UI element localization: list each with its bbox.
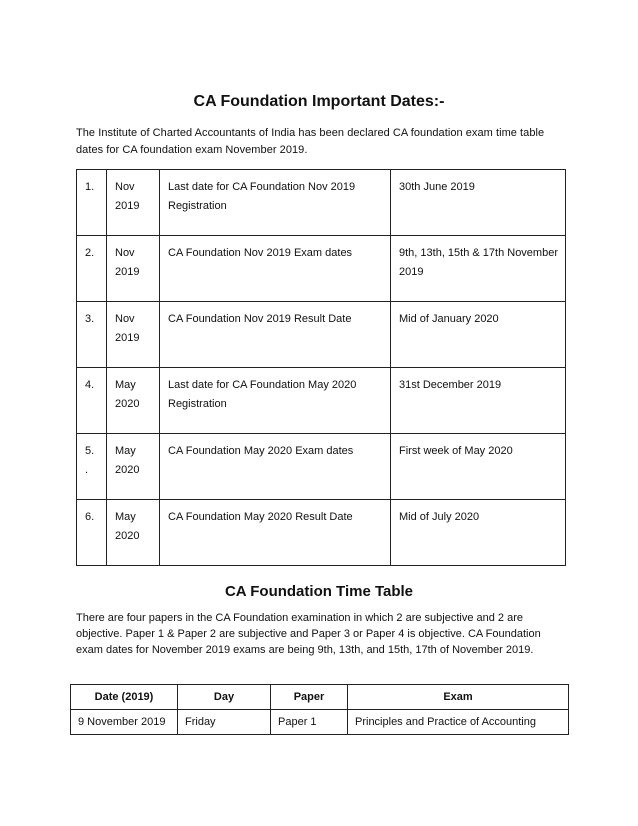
cell-number <box>77 368 107 434</box>
cell-line: Mid of July 2020 <box>399 511 480 523</box>
cell-line: 6. <box>85 511 95 523</box>
column-header-date: Date (2019) <box>71 685 178 710</box>
cell-event <box>160 236 391 302</box>
timetable-table <box>70 684 569 735</box>
cell-line: 3. <box>85 313 95 325</box>
cell-line: Nov <box>115 247 135 259</box>
cell-date <box>391 236 566 302</box>
cell-line: Last date for CA Foundation Nov 2019 <box>168 181 356 193</box>
cell-number <box>77 302 107 368</box>
cell-line: 2020 <box>115 398 140 410</box>
cell-line: May <box>115 445 136 457</box>
intro-line: dates for CA foundation exam November 2019. <box>76 144 308 156</box>
cell-line: 30th June 2019 <box>399 181 475 193</box>
cell-line: Last date for CA Foundation May 2020 <box>168 379 357 391</box>
intro-paragraph <box>76 125 576 159</box>
cell-session <box>107 236 160 302</box>
column-header-exam: Exam <box>348 685 569 710</box>
cell-session <box>107 170 160 236</box>
timetable-line: There are four papers in the CA Foundation examination in which 2 are subjective and 2 are <box>76 612 523 624</box>
cell-exam: Principles and Practice of Accounting <box>348 710 569 735</box>
table-row <box>71 710 569 735</box>
cell-line: Nov <box>115 313 135 325</box>
cell-paper: Paper 1 <box>271 710 348 735</box>
cell-line: 1. <box>85 181 95 193</box>
timetable-title: CA Foundation Time Table <box>224 583 414 600</box>
cell-date <box>391 368 566 434</box>
timetable-line: objective. Paper 1 & Paper 2 are subjective and Paper 3 or Paper 4 is objective. CA Foundation <box>76 628 541 640</box>
cell-session <box>107 434 160 500</box>
cell-number <box>77 236 107 302</box>
cell-line: CA Foundation May 2020 Exam dates <box>168 445 354 457</box>
cell-line: Registration <box>168 398 227 410</box>
cell-line: CA Foundation Nov 2019 Result Date <box>168 313 352 325</box>
table-row <box>77 500 566 566</box>
table-header-row <box>71 685 569 710</box>
cell-date <box>391 434 566 500</box>
cell-event <box>160 500 391 566</box>
cell-line: CA Foundation Nov 2019 Exam dates <box>168 247 353 259</box>
table-row <box>77 368 566 434</box>
cell-line: Registration <box>168 200 227 212</box>
cell-line: 2019 <box>399 266 424 278</box>
cell-line: Mid of January 2020 <box>399 313 499 325</box>
timetable-paragraph <box>76 610 566 658</box>
cell-day: Friday <box>178 710 271 735</box>
column-header-paper: Paper <box>271 685 348 710</box>
important-dates-table <box>76 169 566 566</box>
cell-date <box>391 302 566 368</box>
intro-line: The Institute of Charted Accountants of India has been declared CA foundation exam time table <box>76 127 545 139</box>
cell-line: 2019 <box>115 200 140 212</box>
cell-line: 2020 <box>115 464 140 476</box>
cell-date: 9 November 2019 <box>71 710 178 735</box>
table-row <box>77 236 566 302</box>
column-header-day: Day <box>178 685 271 710</box>
cell-line: May <box>115 511 136 523</box>
cell-session <box>107 368 160 434</box>
cell-line: 5. <box>85 445 95 457</box>
cell-line: CA Foundation May 2020 Result Date <box>168 511 353 523</box>
cell-line: 2019 <box>115 266 140 278</box>
cell-session <box>107 302 160 368</box>
cell-line: First week of May 2020 <box>399 445 513 457</box>
page-title: CA Foundation Important Dates:- <box>193 93 445 110</box>
cell-session <box>107 500 160 566</box>
cell-number <box>77 500 107 566</box>
table-row <box>77 302 566 368</box>
cell-line: 4. <box>85 379 95 391</box>
cell-event <box>160 302 391 368</box>
cell-event <box>160 434 391 500</box>
cell-date <box>391 500 566 566</box>
cell-event <box>160 368 391 434</box>
cell-date <box>391 170 566 236</box>
cell-line: . <box>85 464 89 476</box>
cell-line: 2019 <box>115 332 140 344</box>
cell-number <box>77 434 107 500</box>
cell-number <box>77 170 107 236</box>
cell-line: 2020 <box>115 530 140 542</box>
cell-line: 2. <box>85 247 95 259</box>
cell-line: 31st December 2019 <box>399 379 502 391</box>
cell-event <box>160 170 391 236</box>
timetable-line: exam dates for November 2019 exams are being 9th, 13th, and 15th, 17th of November 2019. <box>76 644 534 656</box>
table-row <box>77 434 566 500</box>
cell-line: 9th, 13th, 15th & 17th November <box>399 247 558 259</box>
table-row <box>77 170 566 236</box>
cell-line: May <box>115 379 136 391</box>
cell-line: Nov <box>115 181 135 193</box>
